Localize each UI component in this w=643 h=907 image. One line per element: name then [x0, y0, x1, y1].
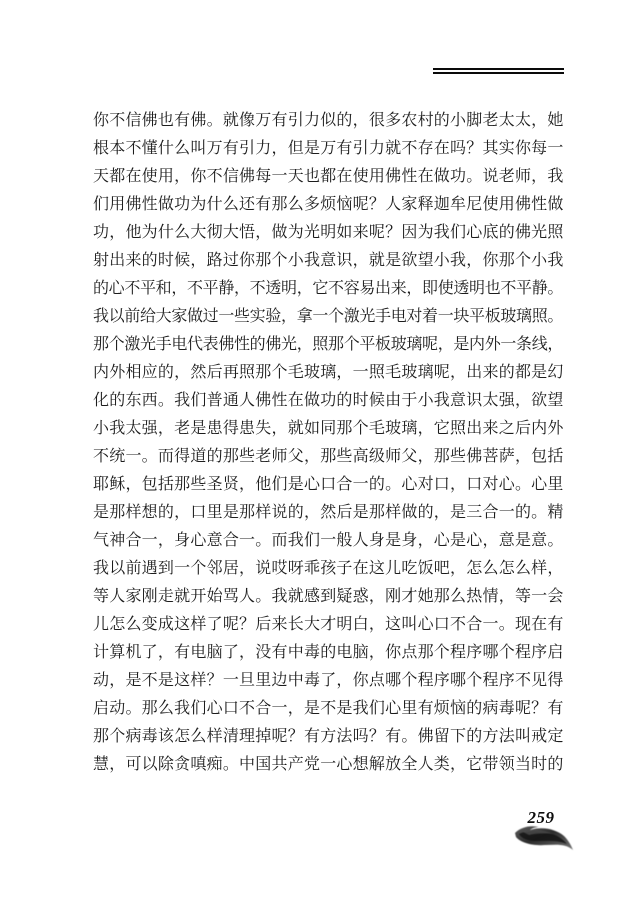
text-line: 启动。那么我们心口不合一，是不是我们心里有烦恼的病毒呢？有	[93, 700, 563, 717]
text-line: 们用佛性做功为什么还有那么多烦恼呢？人家释迦牟尼使用佛性做	[93, 196, 563, 213]
text-line: 我以前遇到一个邻居，说哎呀乖孩子在这儿吃饭吧，怎么怎么样，	[93, 560, 563, 577]
header-double-rule	[433, 68, 564, 74]
text-line: 是那样想的，口里是那样说的，然后是那样做的，是三合一的。精	[93, 504, 563, 521]
text-line: 慧，可以除贪嗔痴。中国共产党一心想解放全人类，它带领当时的	[93, 756, 563, 773]
text-line: 那个病毒该怎么样清理掉呢？有方法吗？有。佛留下的方法叫戒定	[93, 728, 563, 745]
text-line: 射出来的时候，路过你那个小我意识，就是欲望小我，你那个小我	[93, 252, 563, 269]
text-line: 天都在使用，你不信佛每一天也都在使用佛性在做功。说老师，我	[93, 168, 563, 185]
text-line: 动，是不是这样？一旦里边中毒了，你点哪个程序哪个程序不见得	[93, 672, 563, 689]
text-line: 根本不懂什么叫万有引力，但是万有引力就不存在吗？其实你每一	[93, 140, 563, 157]
text-line: 内外相应的，然后再照那个毛玻璃，一照毛玻璃呢，出来的都是幻	[93, 364, 563, 381]
text-line: 你不信佛也有佛。就像万有引力似的，很多农村的小脚老太太，她	[93, 112, 563, 129]
text-line: 气神合一，身心意合一。而我们一般人身是身，心是心，意是意。	[93, 532, 563, 549]
text-line: 小我太强，老是患得患失，就如同那个毛玻璃，它照出来之后内外	[93, 420, 563, 437]
text-line: 计算机了，有电脑了，没有中毒的电脑，你点那个程序哪个程序启	[93, 644, 563, 661]
text-line: 化的东西。我们普通人佛性在做功的时候由于小我意识太强，欲望	[93, 392, 563, 409]
text-line: 我以前给大家做过一些实验，拿一个激光手电对着一块平板玻璃照。	[93, 308, 563, 325]
text-line: 耶稣，包括那些圣贤，他们是心口合一的。心对口，口对心。心里	[93, 476, 563, 493]
text-line: 的心不平和，不平静，不透明，它不容易出来，即使透明也不平静。	[93, 280, 563, 297]
ink-brush-stroke-icon	[513, 824, 575, 854]
body-text	[93, 107, 563, 779]
text-line: 那个激光手电代表佛性的佛光，照那个平板玻璃呢，是内外一条线，	[93, 336, 563, 353]
text-line: 不统一。而得道的那些老师父，那些高级师父，那些佛菩萨，包括	[93, 448, 563, 465]
text-line: 等人家刚走就开始骂人。我就感到疑惑，刚才她那么热情，等一会	[93, 588, 563, 605]
text-line: 功，他为什么大彻大悟，做为光明如来呢？因为我们心底的佛光照	[93, 224, 563, 241]
page-number: 259	[527, 808, 555, 827]
text-line: 儿怎么变成这样了呢？后来长大才明白，这叫心口不合一。现在有	[93, 616, 563, 633]
